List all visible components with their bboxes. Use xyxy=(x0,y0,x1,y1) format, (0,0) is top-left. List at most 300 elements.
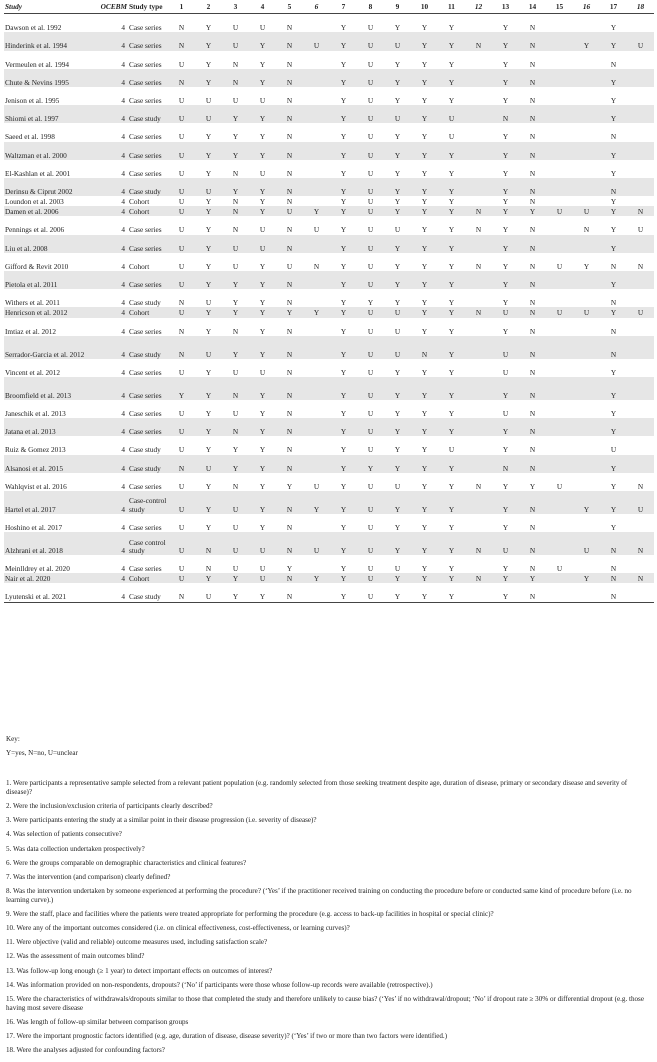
criterion-item: 15. Were the characteristics of withdrawals/dropouts similar to those that completed the study and therefore unlikely to cause bias? (‘Yes’ if no withdrawal/dropout; ‘No’ if dropout rate ≥ 30% or differential dropout (e.g. those having most severe disease xyxy=(6,995,644,1012)
score-cell: Y xyxy=(222,178,249,196)
score-cell: Y xyxy=(502,132,509,142)
score-cell: Y xyxy=(421,564,428,574)
score-cell: Y xyxy=(394,168,401,178)
score-cell: N xyxy=(168,32,195,50)
score-cell: Y xyxy=(340,445,347,455)
score-cell: N xyxy=(276,377,303,400)
study-cell: Alsanosi et al. 2015 xyxy=(4,455,92,473)
criterion-item: 2. Were the inclusion/exclusion criteria of participants clearly described? xyxy=(6,801,213,810)
study-type-cell: Case study xyxy=(128,105,168,123)
score-cell: U xyxy=(168,235,195,253)
score-cell: Y xyxy=(330,491,357,514)
header-q18: 18 xyxy=(627,2,654,14)
score-cell: U xyxy=(222,532,249,555)
score-cell: N xyxy=(232,59,239,69)
study-cell: Liu et al. 2008 xyxy=(4,235,92,253)
score-cell: N xyxy=(610,59,617,69)
study-cell: Vermeulen et al. 1994 xyxy=(5,59,70,69)
score-cell: N xyxy=(178,298,185,308)
score-cell: U xyxy=(546,307,573,317)
score-cell: N xyxy=(232,197,239,207)
study-type-cell: Case series xyxy=(129,326,162,336)
study-type-cell: Case study xyxy=(128,583,168,602)
score-cell: U xyxy=(357,142,384,160)
score-cell: N xyxy=(519,105,546,123)
study-type-cell: Cohort xyxy=(128,307,168,317)
score-cell xyxy=(573,196,600,206)
score-cell: U xyxy=(357,206,384,216)
score-cell: N xyxy=(492,105,519,123)
score-cell: N xyxy=(519,336,546,359)
score-cell: N xyxy=(529,367,536,377)
table-row xyxy=(4,206,654,216)
ocebm-cell: 4 xyxy=(92,491,128,514)
score-cell: N xyxy=(276,105,303,123)
score-cell: Y xyxy=(600,142,627,160)
score-cell: Y xyxy=(492,573,519,583)
score-cell: U xyxy=(367,261,374,271)
score-cell: N xyxy=(529,564,536,574)
header-q15: 15 xyxy=(546,2,573,14)
table-row xyxy=(4,307,654,317)
score-cell: Y xyxy=(340,132,347,142)
score-cell: Y xyxy=(222,583,249,602)
ocebm-cell: 4 xyxy=(121,59,125,69)
score-cell: N xyxy=(529,95,536,105)
study-cell: Meinlldrey et al. 2020 xyxy=(5,564,70,574)
score-cell xyxy=(465,196,492,206)
score-cell xyxy=(303,14,330,33)
score-cell: U xyxy=(195,583,222,602)
score-cell xyxy=(573,318,600,336)
score-cell: U xyxy=(259,23,266,33)
score-cell: U xyxy=(627,32,654,50)
score-cell: U xyxy=(178,481,185,491)
score-cell: Y xyxy=(502,23,509,33)
score-cell: N xyxy=(276,271,303,289)
score-cell: Y xyxy=(411,178,438,196)
score-cell xyxy=(627,318,654,336)
study-cell: Loundon et al. 2003 xyxy=(5,197,64,207)
table-row xyxy=(4,178,654,196)
table-row xyxy=(4,142,654,160)
score-cell: N xyxy=(195,532,222,555)
score-cell: Y xyxy=(384,573,411,583)
score-cell: Y xyxy=(394,197,401,207)
criterion-item: 12. Was the assessment of main outcomes blind? xyxy=(6,952,145,961)
score-cell: Y xyxy=(249,336,276,359)
score-cell: Y xyxy=(249,418,276,436)
score-cell: Y xyxy=(340,95,347,105)
score-cell: U xyxy=(367,59,374,69)
score-cell: Y xyxy=(384,455,411,473)
ocebm-cell: 4 xyxy=(92,336,128,359)
score-cell xyxy=(303,583,330,602)
score-cell: Y xyxy=(492,377,519,400)
score-cell: Y xyxy=(411,69,438,87)
score-cell xyxy=(573,400,600,418)
score-cell: Y xyxy=(448,408,455,418)
score-cell: Y xyxy=(249,455,276,473)
score-cell: Y xyxy=(286,481,293,491)
score-cell: Y xyxy=(394,445,401,455)
score-cell: N xyxy=(637,261,644,271)
score-cell: Y xyxy=(394,522,401,532)
score-cell xyxy=(465,51,492,69)
score-cell: Y xyxy=(249,271,276,289)
score-cell: N xyxy=(465,532,492,555)
score-cell: U xyxy=(357,377,384,400)
key-definition: Y=yes, N=no, U=unclear xyxy=(6,748,78,757)
score-cell: Y xyxy=(384,206,411,216)
study-type-cell: Case-control study xyxy=(128,491,168,514)
score-cell: N xyxy=(519,532,546,555)
score-cell: U xyxy=(249,573,276,583)
score-cell xyxy=(627,235,654,253)
score-cell: N xyxy=(276,235,303,253)
ocebm-cell: 4 xyxy=(92,69,128,87)
score-cell: N xyxy=(276,69,303,87)
score-cell: U xyxy=(394,564,401,574)
score-cell: U xyxy=(168,142,195,160)
table-row xyxy=(4,532,654,555)
score-cell: U xyxy=(357,336,384,359)
key-title: Key: xyxy=(6,735,20,743)
score-cell: Y xyxy=(330,178,357,196)
score-cell: N xyxy=(411,336,438,359)
score-cell xyxy=(303,87,330,105)
study-cell: Pietola et al. 2011 xyxy=(4,271,92,289)
score-cell xyxy=(303,289,330,307)
score-cell xyxy=(303,271,330,289)
score-cell: Y xyxy=(573,573,600,583)
score-cell xyxy=(627,555,654,573)
score-cell: U xyxy=(384,336,411,359)
score-cell xyxy=(546,178,573,196)
criterion-item: 14. Was information provided on non-respondents, dropouts? (‘No’ if participants were those whose follow-up records were available (retrospective).) xyxy=(6,980,433,989)
score-cell: Y xyxy=(205,225,212,235)
score-cell xyxy=(303,377,330,400)
score-cell xyxy=(465,514,492,532)
score-cell xyxy=(546,69,573,87)
score-cell: Y xyxy=(384,377,411,400)
score-cell: N xyxy=(529,326,536,336)
study-cell: Lyutenski et al. 2021 xyxy=(4,583,92,602)
score-cell: U xyxy=(222,235,249,253)
study-cell: Jatana et al. 2013 xyxy=(4,418,92,436)
score-cell: N xyxy=(529,225,536,235)
score-cell: U xyxy=(394,326,401,336)
score-cell: U xyxy=(259,168,266,178)
score-cell: N xyxy=(276,142,303,160)
score-cell: Y xyxy=(330,142,357,160)
study-cell: Waltzman et al. 2000 xyxy=(4,142,92,160)
score-cell: Y xyxy=(600,271,627,289)
score-cell xyxy=(303,196,330,206)
score-cell: Y xyxy=(340,408,347,418)
score-cell: N xyxy=(529,522,536,532)
score-cell: U xyxy=(357,69,384,87)
score-cell xyxy=(465,377,492,400)
score-cell: Y xyxy=(421,445,428,455)
score-cell: Y xyxy=(421,408,428,418)
table-row xyxy=(4,359,654,377)
score-cell: U xyxy=(195,336,222,359)
header-q17: 17 xyxy=(600,2,627,14)
score-cell: Y xyxy=(492,583,519,602)
score-cell: Y xyxy=(492,271,519,289)
score-cell: Y xyxy=(502,225,509,235)
header-q11: 11 xyxy=(438,2,465,14)
score-cell: Y xyxy=(448,23,455,33)
score-cell xyxy=(573,336,600,359)
score-cell: U xyxy=(357,532,384,555)
score-cell: Y xyxy=(600,69,627,87)
score-cell: Y xyxy=(232,132,239,142)
study-type-cell: Case study xyxy=(128,178,168,196)
score-cell xyxy=(465,400,492,418)
score-cell: Y xyxy=(583,261,590,271)
score-cell: Y xyxy=(340,481,347,491)
score-cell: Y xyxy=(492,142,519,160)
score-cell: U xyxy=(502,367,509,377)
score-cell: N xyxy=(465,307,492,317)
study-cell: Wahlqvist et al. 2016 xyxy=(5,481,67,491)
score-cell: N xyxy=(168,583,195,602)
score-cell: U xyxy=(357,583,384,602)
ocebm-cell: 4 xyxy=(121,367,125,377)
score-cell: Y xyxy=(259,408,266,418)
score-cell: Y xyxy=(600,377,627,400)
score-cell: Y xyxy=(195,32,222,50)
study-cell: Damen et al. 2006 xyxy=(4,206,92,216)
score-cell: Y xyxy=(195,307,222,317)
score-cell xyxy=(573,14,600,33)
score-cell: Y xyxy=(330,307,357,317)
ocebm-cell: 4 xyxy=(121,95,125,105)
score-cell: Y xyxy=(438,69,465,87)
score-cell: U xyxy=(556,481,563,491)
score-cell: Y xyxy=(259,261,266,271)
score-cell: U xyxy=(573,307,600,317)
score-cell: Y xyxy=(610,197,617,207)
study-cell: Pennings et al. 2006 xyxy=(5,225,65,235)
score-cell: U xyxy=(448,445,455,455)
score-cell: Y xyxy=(394,298,401,308)
score-cell xyxy=(573,160,600,178)
header-q7: 7 xyxy=(330,2,357,14)
score-cell: Y xyxy=(448,59,455,69)
score-cell: Y xyxy=(384,583,411,602)
table-row xyxy=(4,14,654,33)
score-cell: U xyxy=(232,564,239,574)
score-cell xyxy=(627,105,654,123)
score-cell: N xyxy=(610,261,617,271)
score-cell: N xyxy=(600,336,627,359)
score-cell: N xyxy=(610,132,617,142)
score-cell: N xyxy=(168,69,195,87)
table-row xyxy=(4,318,654,336)
score-cell: Y xyxy=(519,573,546,583)
study-type-cell: Case study xyxy=(129,298,161,308)
score-cell: Y xyxy=(600,105,627,123)
study-type-cell: Case series xyxy=(128,377,168,400)
score-cell: U xyxy=(259,225,266,235)
score-cell: U xyxy=(367,168,374,178)
score-cell: Y xyxy=(394,261,401,271)
score-cell: N xyxy=(222,69,249,87)
score-cell: U xyxy=(448,132,455,142)
score-cell xyxy=(573,377,600,400)
score-cell: N xyxy=(286,445,293,455)
score-cell: Y xyxy=(259,298,266,308)
score-cell xyxy=(303,105,330,123)
score-cell: Y xyxy=(421,197,428,207)
score-cell: N xyxy=(276,583,303,602)
score-cell: N xyxy=(529,408,536,418)
score-cell: Y xyxy=(421,132,428,142)
score-cell: Y xyxy=(502,59,509,69)
score-cell xyxy=(627,359,654,377)
score-cell: U xyxy=(168,532,195,555)
score-cell xyxy=(546,196,573,206)
score-cell: Y xyxy=(232,298,239,308)
score-cell: Y xyxy=(259,197,266,207)
score-cell: Y xyxy=(448,197,455,207)
score-cell xyxy=(627,436,654,454)
ocebm-cell: 4 xyxy=(92,307,128,317)
score-cell xyxy=(546,142,573,160)
score-cell xyxy=(627,87,654,105)
score-cell xyxy=(303,142,330,160)
score-cell: Y xyxy=(340,367,347,377)
score-cell: N xyxy=(475,261,482,271)
score-cell: U xyxy=(367,326,374,336)
table-row xyxy=(4,555,654,573)
score-cell: Y xyxy=(438,455,465,473)
score-cell xyxy=(573,271,600,289)
score-cell: Y xyxy=(259,481,266,491)
score-cell: Y xyxy=(249,206,276,216)
score-cell: U xyxy=(357,178,384,196)
score-cell: Y xyxy=(340,326,347,336)
study-cell: Shiomi et al. 1997 xyxy=(4,105,92,123)
score-cell: Y xyxy=(600,491,627,514)
score-cell: N xyxy=(286,326,293,336)
score-cell: N xyxy=(232,481,239,491)
score-cell: N xyxy=(529,132,536,142)
score-cell xyxy=(573,69,600,87)
score-cell: Y xyxy=(610,481,617,491)
ocebm-cell: 4 xyxy=(92,206,128,216)
study-type-cell: Case series xyxy=(129,168,162,178)
score-cell: N xyxy=(600,532,627,555)
table-row xyxy=(4,491,654,514)
score-cell xyxy=(465,123,492,141)
score-cell: Y xyxy=(438,583,465,602)
header-q14: 14 xyxy=(519,2,546,14)
score-cell: U xyxy=(357,307,384,317)
ocebm-cell: 4 xyxy=(92,455,128,473)
score-cell: N xyxy=(205,564,212,574)
score-cell: Y xyxy=(394,367,401,377)
score-cell: U xyxy=(492,307,519,317)
score-cell: Y xyxy=(492,491,519,514)
score-cell: N xyxy=(465,573,492,583)
score-cell xyxy=(627,14,654,33)
score-cell xyxy=(573,455,600,473)
ocebm-cell: 4 xyxy=(92,142,128,160)
ocebm-cell: 4 xyxy=(92,105,128,123)
score-cell: N xyxy=(519,455,546,473)
score-cell: N xyxy=(465,206,492,216)
study-type-cell: Case series xyxy=(128,69,168,87)
score-cell: Y xyxy=(330,455,357,473)
study-type-cell: Cohort xyxy=(128,206,168,216)
score-cell: Y xyxy=(205,132,212,142)
score-cell: N xyxy=(276,178,303,196)
score-cell: Y xyxy=(502,445,509,455)
score-cell: Y xyxy=(330,32,357,50)
score-cell: U xyxy=(205,298,212,308)
score-cell: Y xyxy=(411,418,438,436)
score-cell: N xyxy=(222,418,249,436)
ocebm-cell: 4 xyxy=(92,532,128,555)
score-cell: Y xyxy=(411,491,438,514)
score-cell: Y xyxy=(448,326,455,336)
score-cell: U xyxy=(627,307,654,317)
score-cell: Y xyxy=(600,235,627,253)
table-row xyxy=(4,436,654,454)
score-cell: Y xyxy=(421,23,428,33)
ocebm-cell: 4 xyxy=(92,583,128,602)
score-cell xyxy=(573,436,600,454)
score-cell: Y xyxy=(303,491,330,514)
score-cell xyxy=(546,51,573,69)
score-cell: Y xyxy=(448,298,455,308)
header-study-type: Study type xyxy=(128,2,168,14)
study-type-cell: Case series xyxy=(129,564,162,574)
score-cell: Y xyxy=(384,418,411,436)
score-cell: U xyxy=(610,445,617,455)
score-cell: Y xyxy=(195,271,222,289)
score-cell: Y xyxy=(276,307,303,317)
study-cell: Nair et al. 2020 xyxy=(4,573,92,583)
ocebm-cell: 4 xyxy=(121,225,125,235)
score-cell xyxy=(303,160,330,178)
score-cell xyxy=(627,142,654,160)
score-cell: U xyxy=(313,225,320,235)
score-cell: U xyxy=(367,481,374,491)
score-cell: Y xyxy=(394,132,401,142)
score-cell: Y xyxy=(330,69,357,87)
study-cell: Gifford & Revit 2010 xyxy=(5,261,69,271)
score-cell: Y xyxy=(394,95,401,105)
score-cell: U xyxy=(178,225,185,235)
score-cell: N xyxy=(627,532,654,555)
header-q12: 12 xyxy=(465,2,492,14)
score-cell: U xyxy=(367,132,374,142)
study-type-cell: Case control study xyxy=(128,532,168,555)
score-cell: U xyxy=(546,206,573,216)
study-type-cell: Case series xyxy=(129,367,162,377)
score-cell: Y xyxy=(421,261,428,271)
score-cell: Y xyxy=(421,298,428,308)
score-cell: N xyxy=(519,69,546,87)
score-cell: Y xyxy=(411,142,438,160)
score-cell: Y xyxy=(394,59,401,69)
study-cell: Hartel et al. 2017 xyxy=(4,491,92,514)
